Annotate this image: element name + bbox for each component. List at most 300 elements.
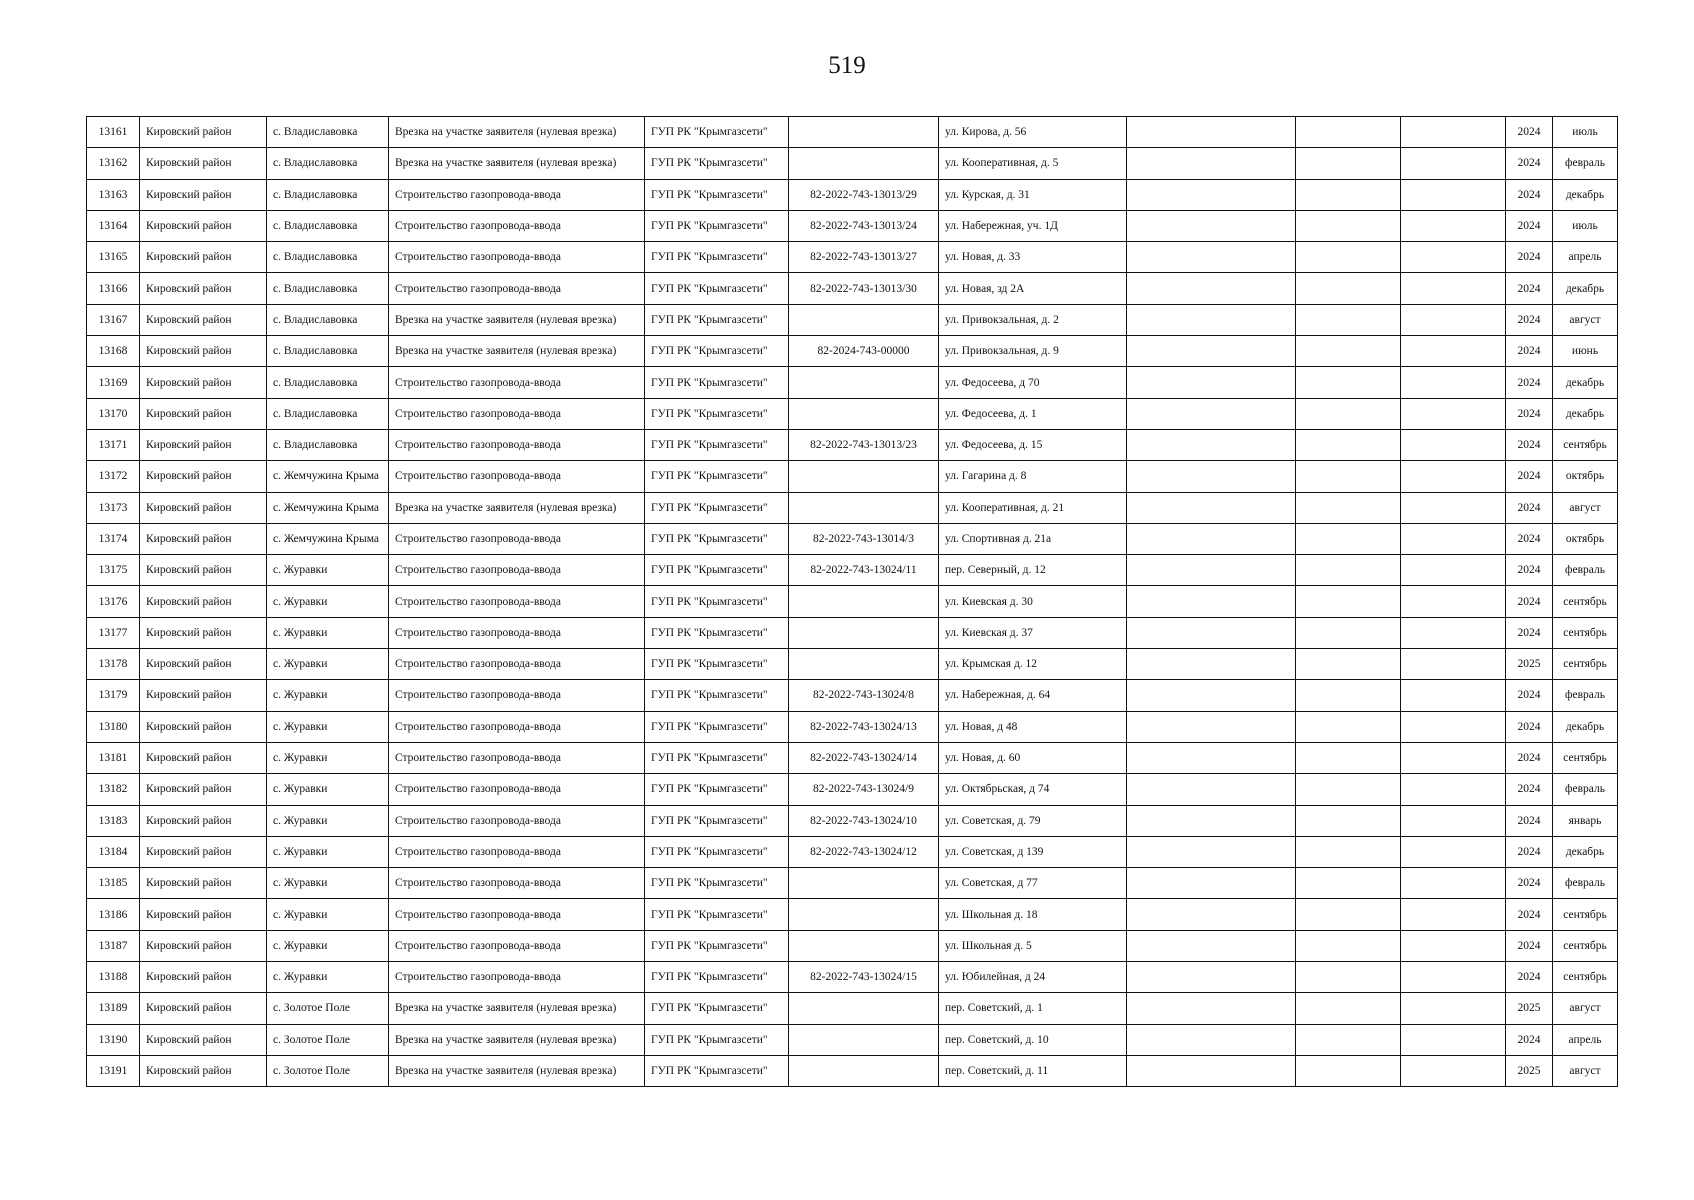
month-cell: июнь <box>1553 336 1618 367</box>
row-number-cell: 13179 <box>87 680 140 711</box>
month-cell: февраль <box>1553 774 1618 805</box>
month-cell: апрель <box>1553 242 1618 273</box>
empty-cell <box>1127 774 1296 805</box>
empty-cell <box>1401 336 1506 367</box>
empty-cell <box>1296 429 1401 460</box>
empty-cell <box>1296 649 1401 680</box>
empty-cell <box>1296 711 1401 742</box>
work-type-cell: Строительство газопровода-ввода <box>389 680 645 711</box>
address-cell: ул. Крымская д. 12 <box>939 649 1127 680</box>
table-row <box>87 711 1618 742</box>
row-number-cell: 13190 <box>87 1024 140 1055</box>
empty-cell <box>1401 805 1506 836</box>
year-cell: 2024 <box>1506 523 1553 554</box>
empty-cell <box>1296 336 1401 367</box>
work-type-cell: Строительство газопровода-ввода <box>389 711 645 742</box>
table-row <box>87 492 1618 523</box>
empty-cell <box>1401 649 1506 680</box>
organization-cell: ГУП РК "Крымгазсети" <box>645 962 789 993</box>
empty-cell <box>1401 930 1506 961</box>
district-cell: Кировский район <box>140 1055 267 1086</box>
table-row <box>87 586 1618 617</box>
empty-cell <box>1401 117 1506 148</box>
district-cell: Кировский район <box>140 711 267 742</box>
table-row <box>87 210 1618 241</box>
empty-cell <box>1296 993 1401 1024</box>
permit-number-cell: 82-2022-743-13024/12 <box>789 836 939 867</box>
locality-cell: с. Золотое Поле <box>267 993 389 1024</box>
year-cell: 2024 <box>1506 461 1553 492</box>
district-cell: Кировский район <box>140 836 267 867</box>
organization-cell: ГУП РК "Крымгазсети" <box>645 1024 789 1055</box>
row-number-cell: 13177 <box>87 617 140 648</box>
locality-cell: с. Золотое Поле <box>267 1024 389 1055</box>
year-cell: 2024 <box>1506 148 1553 179</box>
work-type-cell: Строительство газопровода-ввода <box>389 429 645 460</box>
table-row <box>87 117 1618 148</box>
empty-cell <box>1296 742 1401 773</box>
table-row <box>87 273 1618 304</box>
empty-cell <box>1401 680 1506 711</box>
locality-cell: с. Журавки <box>267 555 389 586</box>
district-cell: Кировский район <box>140 179 267 210</box>
work-type-cell: Строительство газопровода-ввода <box>389 242 645 273</box>
permit-number-cell <box>789 899 939 930</box>
table-row <box>87 899 1618 930</box>
empty-cell <box>1127 1055 1296 1086</box>
work-type-cell: Строительство газопровода-ввода <box>389 398 645 429</box>
year-cell: 2024 <box>1506 242 1553 273</box>
empty-cell <box>1296 836 1401 867</box>
empty-cell <box>1296 461 1401 492</box>
table-row <box>87 1024 1618 1055</box>
row-number-cell: 13183 <box>87 805 140 836</box>
work-type-cell: Строительство газопровода-ввода <box>389 805 645 836</box>
address-cell: пер. Советский, д. 10 <box>939 1024 1127 1055</box>
work-type-cell: Строительство газопровода-ввода <box>389 930 645 961</box>
district-cell: Кировский район <box>140 336 267 367</box>
district-cell: Кировский район <box>140 993 267 1024</box>
district-cell: Кировский район <box>140 617 267 648</box>
work-type-cell: Строительство газопровода-ввода <box>389 586 645 617</box>
table-row <box>87 836 1618 867</box>
organization-cell: ГУП РК "Крымгазсети" <box>645 836 789 867</box>
address-cell: ул. Набережная, д. 64 <box>939 680 1127 711</box>
organization-cell: ГУП РК "Крымгазсети" <box>645 1055 789 1086</box>
address-cell: ул. Новая, д. 33 <box>939 242 1127 273</box>
empty-cell <box>1127 805 1296 836</box>
district-cell: Кировский район <box>140 367 267 398</box>
month-cell: апрель <box>1553 1024 1618 1055</box>
locality-cell: с. Журавки <box>267 617 389 648</box>
organization-cell: ГУП РК "Крымгазсети" <box>645 617 789 648</box>
year-cell: 2024 <box>1506 273 1553 304</box>
empty-cell <box>1127 868 1296 899</box>
work-type-cell: Строительство газопровода-ввода <box>389 523 645 554</box>
permit-number-cell <box>789 993 939 1024</box>
district-cell: Кировский район <box>140 805 267 836</box>
permit-number-cell: 82-2024-743-00000 <box>789 336 939 367</box>
empty-cell <box>1401 1055 1506 1086</box>
locality-cell: с. Владиславовка <box>267 304 389 335</box>
work-type-cell: Строительство газопровода-ввода <box>389 179 645 210</box>
empty-cell <box>1127 930 1296 961</box>
district-cell: Кировский район <box>140 868 267 899</box>
district-cell: Кировский район <box>140 899 267 930</box>
permit-number-cell: 82-2022-743-13024/9 <box>789 774 939 805</box>
permit-number-cell: 82-2022-743-13024/15 <box>789 962 939 993</box>
empty-cell <box>1296 179 1401 210</box>
month-cell: декабрь <box>1553 711 1618 742</box>
month-cell: август <box>1553 1055 1618 1086</box>
empty-cell <box>1401 586 1506 617</box>
organization-cell: ГУП РК "Крымгазсети" <box>645 336 789 367</box>
month-cell: август <box>1553 304 1618 335</box>
address-cell: ул. Киевская д. 30 <box>939 586 1127 617</box>
empty-cell <box>1401 304 1506 335</box>
organization-cell: ГУП РК "Крымгазсети" <box>645 117 789 148</box>
year-cell: 2024 <box>1506 492 1553 523</box>
address-cell: ул. Федосеева, д. 1 <box>939 398 1127 429</box>
address-cell: ул. Курская, д. 31 <box>939 179 1127 210</box>
table-row <box>87 367 1618 398</box>
empty-cell <box>1127 742 1296 773</box>
table-row <box>87 242 1618 273</box>
month-cell: февраль <box>1553 868 1618 899</box>
organization-cell: ГУП РК "Крымгазсети" <box>645 242 789 273</box>
district-cell: Кировский район <box>140 523 267 554</box>
organization-cell: ГУП РК "Крымгазсети" <box>645 680 789 711</box>
address-cell: ул. Федосеева, д. 15 <box>939 429 1127 460</box>
empty-cell <box>1401 836 1506 867</box>
district-cell: Кировский район <box>140 742 267 773</box>
empty-cell <box>1127 899 1296 930</box>
row-number-cell: 13182 <box>87 774 140 805</box>
table-row <box>87 649 1618 680</box>
empty-cell <box>1401 148 1506 179</box>
locality-cell: с. Золотое Поле <box>267 1055 389 1086</box>
district-cell: Кировский район <box>140 273 267 304</box>
year-cell: 2024 <box>1506 836 1553 867</box>
permit-number-cell: 82-2022-743-13013/29 <box>789 179 939 210</box>
empty-cell <box>1296 492 1401 523</box>
empty-cell <box>1401 1024 1506 1055</box>
address-cell: ул. Октябрьская, д 74 <box>939 774 1127 805</box>
month-cell: август <box>1553 993 1618 1024</box>
locality-cell: с. Владиславовка <box>267 429 389 460</box>
locality-cell: с. Журавки <box>267 680 389 711</box>
work-type-cell: Врезка на участке заявителя (нулевая врезка) <box>389 148 645 179</box>
empty-cell <box>1127 649 1296 680</box>
organization-cell: ГУП РК "Крымгазсети" <box>645 742 789 773</box>
locality-cell: с. Владиславовка <box>267 242 389 273</box>
empty-cell <box>1401 617 1506 648</box>
year-cell: 2025 <box>1506 993 1553 1024</box>
row-number-cell: 13185 <box>87 868 140 899</box>
permit-number-cell: 82-2022-743-13024/14 <box>789 742 939 773</box>
district-cell: Кировский район <box>140 774 267 805</box>
permit-number-cell <box>789 398 939 429</box>
row-number-cell: 13162 <box>87 148 140 179</box>
year-cell: 2024 <box>1506 336 1553 367</box>
permit-number-cell: 82-2022-743-13024/11 <box>789 555 939 586</box>
locality-cell: с. Журавки <box>267 742 389 773</box>
empty-cell <box>1127 242 1296 273</box>
empty-cell <box>1401 242 1506 273</box>
address-cell: ул. Новая, д. 60 <box>939 742 1127 773</box>
permit-number-cell: 82-2022-743-13013/23 <box>789 429 939 460</box>
row-number-cell: 13187 <box>87 930 140 961</box>
permit-number-cell <box>789 868 939 899</box>
row-number-cell: 13178 <box>87 649 140 680</box>
empty-cell <box>1127 962 1296 993</box>
year-cell: 2024 <box>1506 429 1553 460</box>
year-cell: 2024 <box>1506 805 1553 836</box>
month-cell: сентябрь <box>1553 429 1618 460</box>
locality-cell: с. Владиславовка <box>267 179 389 210</box>
permit-number-cell: 82-2022-743-13024/13 <box>789 711 939 742</box>
locality-cell: с. Владиславовка <box>267 398 389 429</box>
table-row <box>87 179 1618 210</box>
row-number-cell: 13170 <box>87 398 140 429</box>
month-cell: декабрь <box>1553 179 1618 210</box>
empty-cell <box>1127 523 1296 554</box>
organization-cell: ГУП РК "Крымгазсети" <box>645 461 789 492</box>
empty-cell <box>1401 273 1506 304</box>
year-cell: 2024 <box>1506 1024 1553 1055</box>
empty-cell <box>1401 179 1506 210</box>
locality-cell: с. Владиславовка <box>267 273 389 304</box>
work-type-cell: Строительство газопровода-ввода <box>389 774 645 805</box>
permit-number-cell <box>789 617 939 648</box>
year-cell: 2024 <box>1506 586 1553 617</box>
address-cell: ул. Советская, д 77 <box>939 868 1127 899</box>
empty-cell <box>1127 398 1296 429</box>
year-cell: 2024 <box>1506 210 1553 241</box>
table-row <box>87 930 1618 961</box>
locality-cell: с. Журавки <box>267 930 389 961</box>
year-cell: 2024 <box>1506 868 1553 899</box>
month-cell: сентябрь <box>1553 899 1618 930</box>
table-row <box>87 742 1618 773</box>
organization-cell: ГУП РК "Крымгазсети" <box>645 398 789 429</box>
empty-cell <box>1296 367 1401 398</box>
empty-cell <box>1296 398 1401 429</box>
table-row <box>87 805 1618 836</box>
work-type-cell: Строительство газопровода-ввода <box>389 367 645 398</box>
year-cell: 2024 <box>1506 555 1553 586</box>
page-number: 519 <box>828 52 866 79</box>
organization-cell: ГУП РК "Крымгазсети" <box>645 993 789 1024</box>
permit-number-cell <box>789 304 939 335</box>
permit-number-cell: 82-2022-743-13024/10 <box>789 805 939 836</box>
empty-cell <box>1401 523 1506 554</box>
table-row <box>87 993 1618 1024</box>
empty-cell <box>1127 555 1296 586</box>
empty-cell <box>1296 1055 1401 1086</box>
empty-cell <box>1401 868 1506 899</box>
empty-cell <box>1127 461 1296 492</box>
empty-cell <box>1296 304 1401 335</box>
row-number-cell: 13168 <box>87 336 140 367</box>
empty-cell <box>1296 962 1401 993</box>
table-row <box>87 336 1618 367</box>
month-cell: декабрь <box>1553 367 1618 398</box>
empty-cell <box>1401 742 1506 773</box>
empty-cell <box>1401 367 1506 398</box>
year-cell: 2024 <box>1506 117 1553 148</box>
locality-cell: с. Журавки <box>267 805 389 836</box>
district-cell: Кировский район <box>140 304 267 335</box>
address-cell: ул. Школьная д. 5 <box>939 930 1127 961</box>
organization-cell: ГУП РК "Крымгазсети" <box>645 899 789 930</box>
organization-cell: ГУП РК "Крымгазсети" <box>645 711 789 742</box>
empty-cell <box>1127 492 1296 523</box>
address-cell: пер. Советский, д. 1 <box>939 993 1127 1024</box>
empty-cell <box>1127 1024 1296 1055</box>
empty-cell <box>1296 523 1401 554</box>
permit-number-cell: 82-2022-743-13013/30 <box>789 273 939 304</box>
address-cell: пер. Советский, д. 11 <box>939 1055 1127 1086</box>
organization-cell: ГУП РК "Крымгазсети" <box>645 774 789 805</box>
organization-cell: ГУП РК "Крымгазсети" <box>645 492 789 523</box>
address-cell: ул. Набережная, уч. 1Д <box>939 210 1127 241</box>
month-cell: декабрь <box>1553 273 1618 304</box>
year-cell: 2025 <box>1506 649 1553 680</box>
month-cell: февраль <box>1553 680 1618 711</box>
gas-connection-table <box>86 116 1618 1087</box>
month-cell: декабрь <box>1553 836 1618 867</box>
year-cell: 2024 <box>1506 398 1553 429</box>
month-cell: июль <box>1553 210 1618 241</box>
work-type-cell: Строительство газопровода-ввода <box>389 649 645 680</box>
permit-number-cell <box>789 461 939 492</box>
work-type-cell: Врезка на участке заявителя (нулевая врезка) <box>389 1055 645 1086</box>
table-row <box>87 523 1618 554</box>
empty-cell <box>1127 586 1296 617</box>
address-cell: ул. Кооперативная, д. 21 <box>939 492 1127 523</box>
organization-cell: ГУП РК "Крымгазсети" <box>645 179 789 210</box>
empty-cell <box>1401 492 1506 523</box>
empty-cell <box>1127 993 1296 1024</box>
empty-cell <box>1127 680 1296 711</box>
empty-cell <box>1401 398 1506 429</box>
locality-cell: с. Владиславовка <box>267 117 389 148</box>
district-cell: Кировский район <box>140 492 267 523</box>
empty-cell <box>1296 1024 1401 1055</box>
address-cell: ул. Советская, д. 79 <box>939 805 1127 836</box>
organization-cell: ГУП РК "Крымгазсети" <box>645 930 789 961</box>
permit-number-cell <box>789 586 939 617</box>
empty-cell <box>1401 461 1506 492</box>
empty-cell <box>1401 899 1506 930</box>
empty-cell <box>1127 273 1296 304</box>
address-cell: ул. Федосеева, д 70 <box>939 367 1127 398</box>
row-number-cell: 13161 <box>87 117 140 148</box>
locality-cell: с. Журавки <box>267 586 389 617</box>
empty-cell <box>1127 117 1296 148</box>
organization-cell: ГУП РК "Крымгазсети" <box>645 148 789 179</box>
organization-cell: ГУП РК "Крымгазсети" <box>645 868 789 899</box>
year-cell: 2024 <box>1506 367 1553 398</box>
permit-number-cell <box>789 148 939 179</box>
work-type-cell: Врезка на участке заявителя (нулевая врезка) <box>389 993 645 1024</box>
empty-cell <box>1127 711 1296 742</box>
organization-cell: ГУП РК "Крымгазсети" <box>645 304 789 335</box>
address-cell: ул. Киевская д. 37 <box>939 617 1127 648</box>
organization-cell: ГУП РК "Крымгазсети" <box>645 273 789 304</box>
row-number-cell: 13175 <box>87 555 140 586</box>
district-cell: Кировский район <box>140 429 267 460</box>
empty-cell <box>1401 962 1506 993</box>
row-number-cell: 13171 <box>87 429 140 460</box>
empty-cell <box>1296 555 1401 586</box>
work-type-cell: Строительство газопровода-ввода <box>389 273 645 304</box>
district-cell: Кировский район <box>140 242 267 273</box>
work-type-cell: Врезка на участке заявителя (нулевая врезка) <box>389 304 645 335</box>
table-row <box>87 398 1618 429</box>
month-cell: февраль <box>1553 148 1618 179</box>
month-cell: сентябрь <box>1553 742 1618 773</box>
address-cell: ул. Кооперативная, д. 5 <box>939 148 1127 179</box>
permit-number-cell <box>789 1024 939 1055</box>
table-body <box>87 117 1618 1087</box>
permit-number-cell: 82-2022-743-13013/27 <box>789 242 939 273</box>
table-row <box>87 617 1618 648</box>
row-number-cell: 13165 <box>87 242 140 273</box>
locality-cell: с. Владиславовка <box>267 210 389 241</box>
address-cell: ул. Советская, д 139 <box>939 836 1127 867</box>
empty-cell <box>1401 711 1506 742</box>
year-cell: 2024 <box>1506 742 1553 773</box>
year-cell: 2024 <box>1506 617 1553 648</box>
table-row <box>87 148 1618 179</box>
row-number-cell: 13189 <box>87 993 140 1024</box>
address-cell: ул. Юбилейная, д 24 <box>939 962 1127 993</box>
row-number-cell: 13172 <box>87 461 140 492</box>
year-cell: 2024 <box>1506 711 1553 742</box>
row-number-cell: 13180 <box>87 711 140 742</box>
work-type-cell: Строительство газопровода-ввода <box>389 617 645 648</box>
work-type-cell: Строительство газопровода-ввода <box>389 962 645 993</box>
district-cell: Кировский район <box>140 586 267 617</box>
locality-cell: с. Журавки <box>267 836 389 867</box>
empty-cell <box>1401 774 1506 805</box>
empty-cell <box>1296 930 1401 961</box>
row-number-cell: 13173 <box>87 492 140 523</box>
row-number-cell: 13167 <box>87 304 140 335</box>
district-cell: Кировский район <box>140 1024 267 1055</box>
empty-cell <box>1127 429 1296 460</box>
table-row <box>87 555 1618 586</box>
work-type-cell: Строительство газопровода-ввода <box>389 210 645 241</box>
month-cell: сентябрь <box>1553 617 1618 648</box>
permit-number-cell <box>789 1055 939 1086</box>
row-number-cell: 13181 <box>87 742 140 773</box>
address-cell: ул. Кирова, д. 56 <box>939 117 1127 148</box>
empty-cell <box>1401 993 1506 1024</box>
empty-cell <box>1296 774 1401 805</box>
row-number-cell: 13169 <box>87 367 140 398</box>
row-number-cell: 13166 <box>87 273 140 304</box>
district-cell: Кировский район <box>140 930 267 961</box>
district-cell: Кировский район <box>140 962 267 993</box>
empty-cell <box>1127 836 1296 867</box>
work-type-cell: Врезка на участке заявителя (нулевая врезка) <box>389 1024 645 1055</box>
table-row <box>87 1055 1618 1086</box>
organization-cell: ГУП РК "Крымгазсети" <box>645 805 789 836</box>
empty-cell <box>1296 273 1401 304</box>
